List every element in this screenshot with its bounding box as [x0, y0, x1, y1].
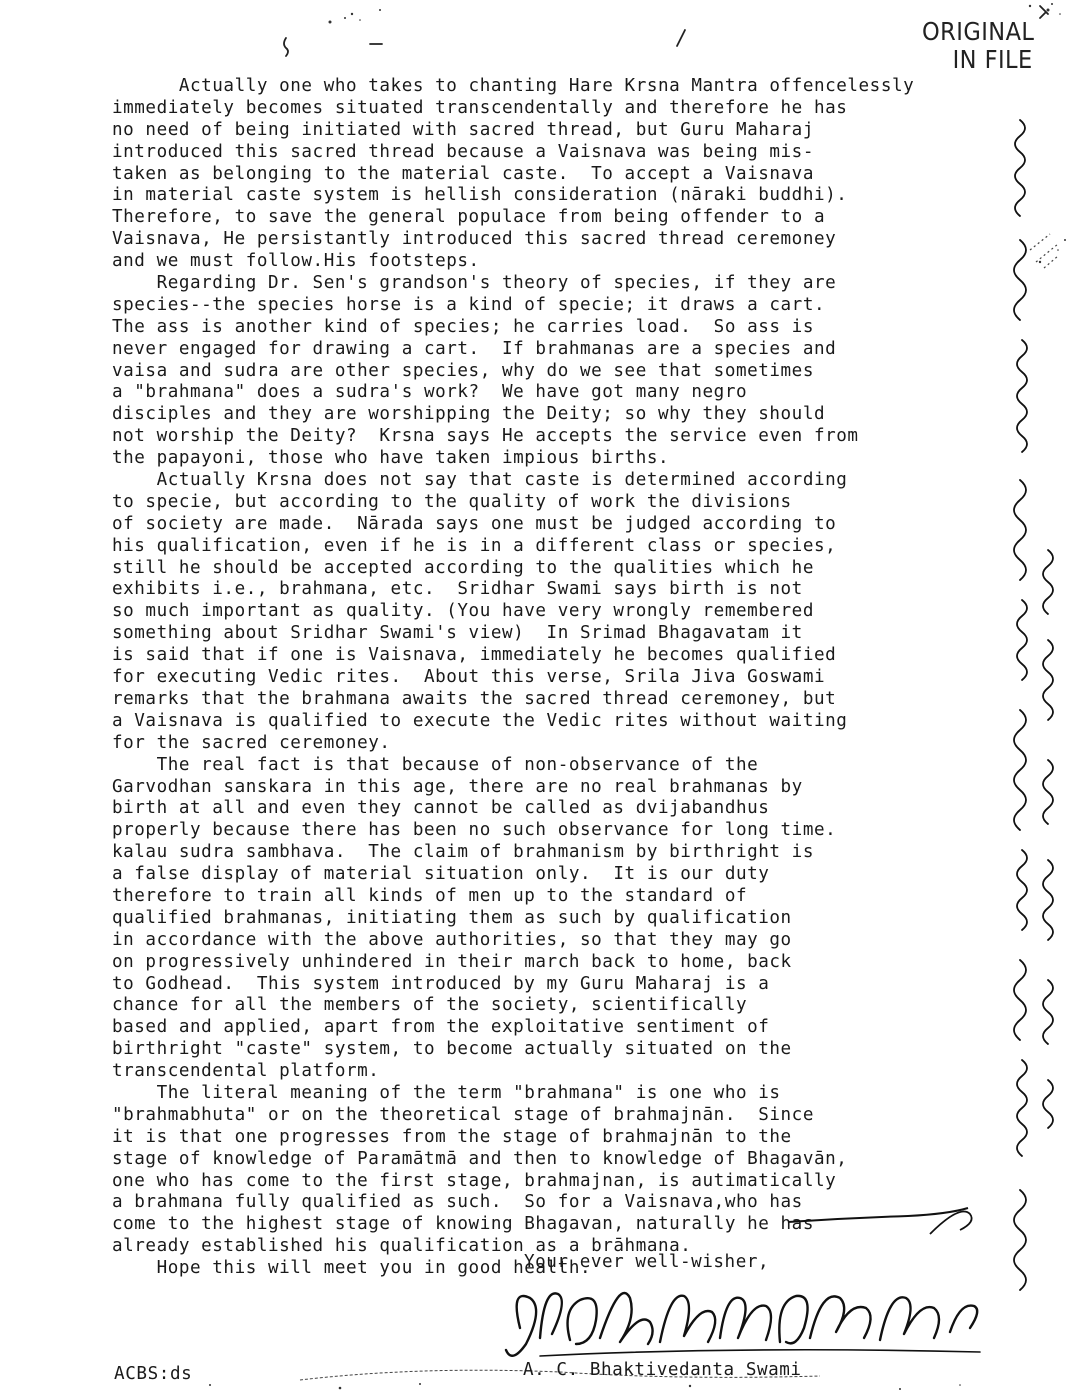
body-line: come to the highest stage of knowing Bhagavan, naturally he has: [112, 1214, 814, 1235]
handwritten-signature: [480, 1268, 1000, 1368]
body-line: for the sacred ceremoney.: [112, 732, 391, 753]
body-line: of society are made. Nārada says one must be judged according to: [112, 513, 837, 534]
body-line: birth at all and even they cannot be called as dvijabandhus: [112, 798, 770, 819]
body-line: qualified brahmanas, initiating them as such by qualification: [112, 907, 792, 928]
body-line: already established his qualification as a brāhmana.: [112, 1236, 692, 1257]
body-line: it is that one progresses from the stage of brahmajnān to the: [112, 1126, 792, 1147]
body-line: therefore to train all kinds of men up to the standard of: [112, 885, 748, 906]
body-line: a false display of material situation only. It is our duty: [112, 864, 770, 885]
body-line: a Vaisnava is qualified to execute the Vedic rites without waiting: [112, 710, 848, 731]
handwritten-flourish: [780, 1200, 980, 1250]
body-line: still he should be accepted according to the qualities which he: [112, 557, 814, 578]
body-line: The literal meaning of the term "brahmana" is one who is: [112, 1082, 781, 1103]
body-line: "brahmabhuta" or on the theoretical stage of brahmajnān. Since: [112, 1104, 814, 1125]
handwritten-margin-note: [1000, 80, 1070, 1340]
body-line: to specie, but according to the quality of work the divisions: [112, 491, 792, 512]
body-line: is said that if one is Vaisnava, immediately he becomes qualified: [112, 645, 837, 666]
body-line: Actually one who takes to chanting Hare Krsna Mantra offencelessly: [112, 76, 915, 96]
body-line: on progressively unhindered in their march back to home, back: [112, 951, 792, 972]
stamp-line-2: IN FILE: [952, 45, 1033, 74]
body-line: based and applied, apart from the exploitative sentiment of: [112, 1017, 770, 1038]
body-line: for executing Vedic rites. About this verse, Srila Jiva Goswami: [112, 667, 826, 688]
body-line: Garvodhan sanskara in this age, there are no real brahmanas by: [112, 776, 803, 797]
body-line: never engaged for drawing a cart. If brahmanas are a species and: [112, 338, 837, 359]
body-line: species--the species horse is a kind of specie; it draws a cart.: [112, 294, 826, 315]
body-line: something about Sridhar Swami's view) In Srimad Bhagavatam it: [112, 623, 803, 644]
body-line: Regarding Dr. Sen's grandson's theory of species, if they are: [112, 273, 837, 294]
closing-text: Your ever well-wisher,: [524, 1252, 770, 1272]
body-line: The real fact is that because of non-observance of the: [112, 754, 759, 775]
body-line: to Godhead. This system introduced by my Guru Maharaj is a: [112, 973, 770, 994]
letter-body: [112, 76, 992, 1280]
body-line: Therefore, to save the general populace from being offender to a: [112, 207, 826, 228]
body-line: immediately becomes situated transcendentally and therefore he has: [112, 97, 848, 118]
body-line: remarks that the brahmana awaits the sacred thread ceremoney, but: [112, 688, 837, 709]
body-line: properly because there has been no such observance for long time.: [112, 820, 837, 841]
body-line: introduced this sacred thread because a Vaisnava was being mis-: [112, 141, 814, 162]
body-line: so much important as quality. (You have very wrongly remembered: [112, 601, 814, 622]
body-line: disciples and they are worshipping the Deity; so why they should: [112, 404, 826, 425]
body-line: one who has come to the first stage, brahmajnan, is autimatically: [112, 1170, 837, 1191]
body-line: chance for all the members of the society, scientifically: [112, 995, 748, 1016]
body-line: Actually Krsna does not say that caste is determined according: [112, 470, 848, 491]
body-line: Vaisnava, He persistantly introduced this sacred thread ceremoney: [112, 229, 837, 250]
original-in-file-stamp: [922, 18, 1048, 74]
body-line: in accordance with the above authorities, so that they may go: [112, 929, 792, 950]
body-line: a "brahmana" does a sudra's work? We have got many negro: [112, 382, 748, 403]
body-line: his qualification, even if he is in a different class or species,: [112, 535, 837, 556]
reference-initials: ACBS:ds: [114, 1364, 193, 1384]
body-line: transcendental platform.: [112, 1061, 380, 1082]
body-line: the papayoni, those who have taken impious births.: [112, 448, 670, 469]
body-line: in material caste system is hellish consideration (nāraki buddhi).: [112, 185, 848, 206]
body-line: not worship the Deity? Krsna says He accepts the service even from: [112, 426, 859, 447]
stamp-line-1: ORIGINAL: [922, 17, 1035, 46]
body-line: The ass is another kind of species; he carries load. So ass is: [112, 316, 814, 337]
body-line: vaisa and sudra are other species, why do we see that sometimes: [112, 360, 814, 381]
body-line: and we must follow.His footsteps.: [112, 251, 480, 272]
body-line: no need of being initiated with sacred thread, but Guru Maharaj: [112, 119, 814, 140]
typed-signature-name: A. C. Bhaktivedanta Swami: [523, 1360, 802, 1380]
body-line: Hope this will meet you in good health.: [112, 1258, 592, 1279]
body-line: a brahmana fully qualified as such. So for a Vaisnava,who has: [112, 1192, 803, 1213]
body-line: birthright "caste" system, to become actually situated on the: [112, 1039, 792, 1060]
body-line: kalau sudra sambhava. The claim of brahmanism by birthright is: [112, 842, 814, 863]
body-line: stage of knowledge of Paramātmā and then to knowledge of Bhagavān,: [112, 1148, 848, 1169]
body-line: taken as belonging to the material caste. To accept a Vaisnava: [112, 163, 814, 184]
body-line: exhibits i.e., brahmana, etc. Sridhar Swami says birth is not: [112, 579, 803, 600]
